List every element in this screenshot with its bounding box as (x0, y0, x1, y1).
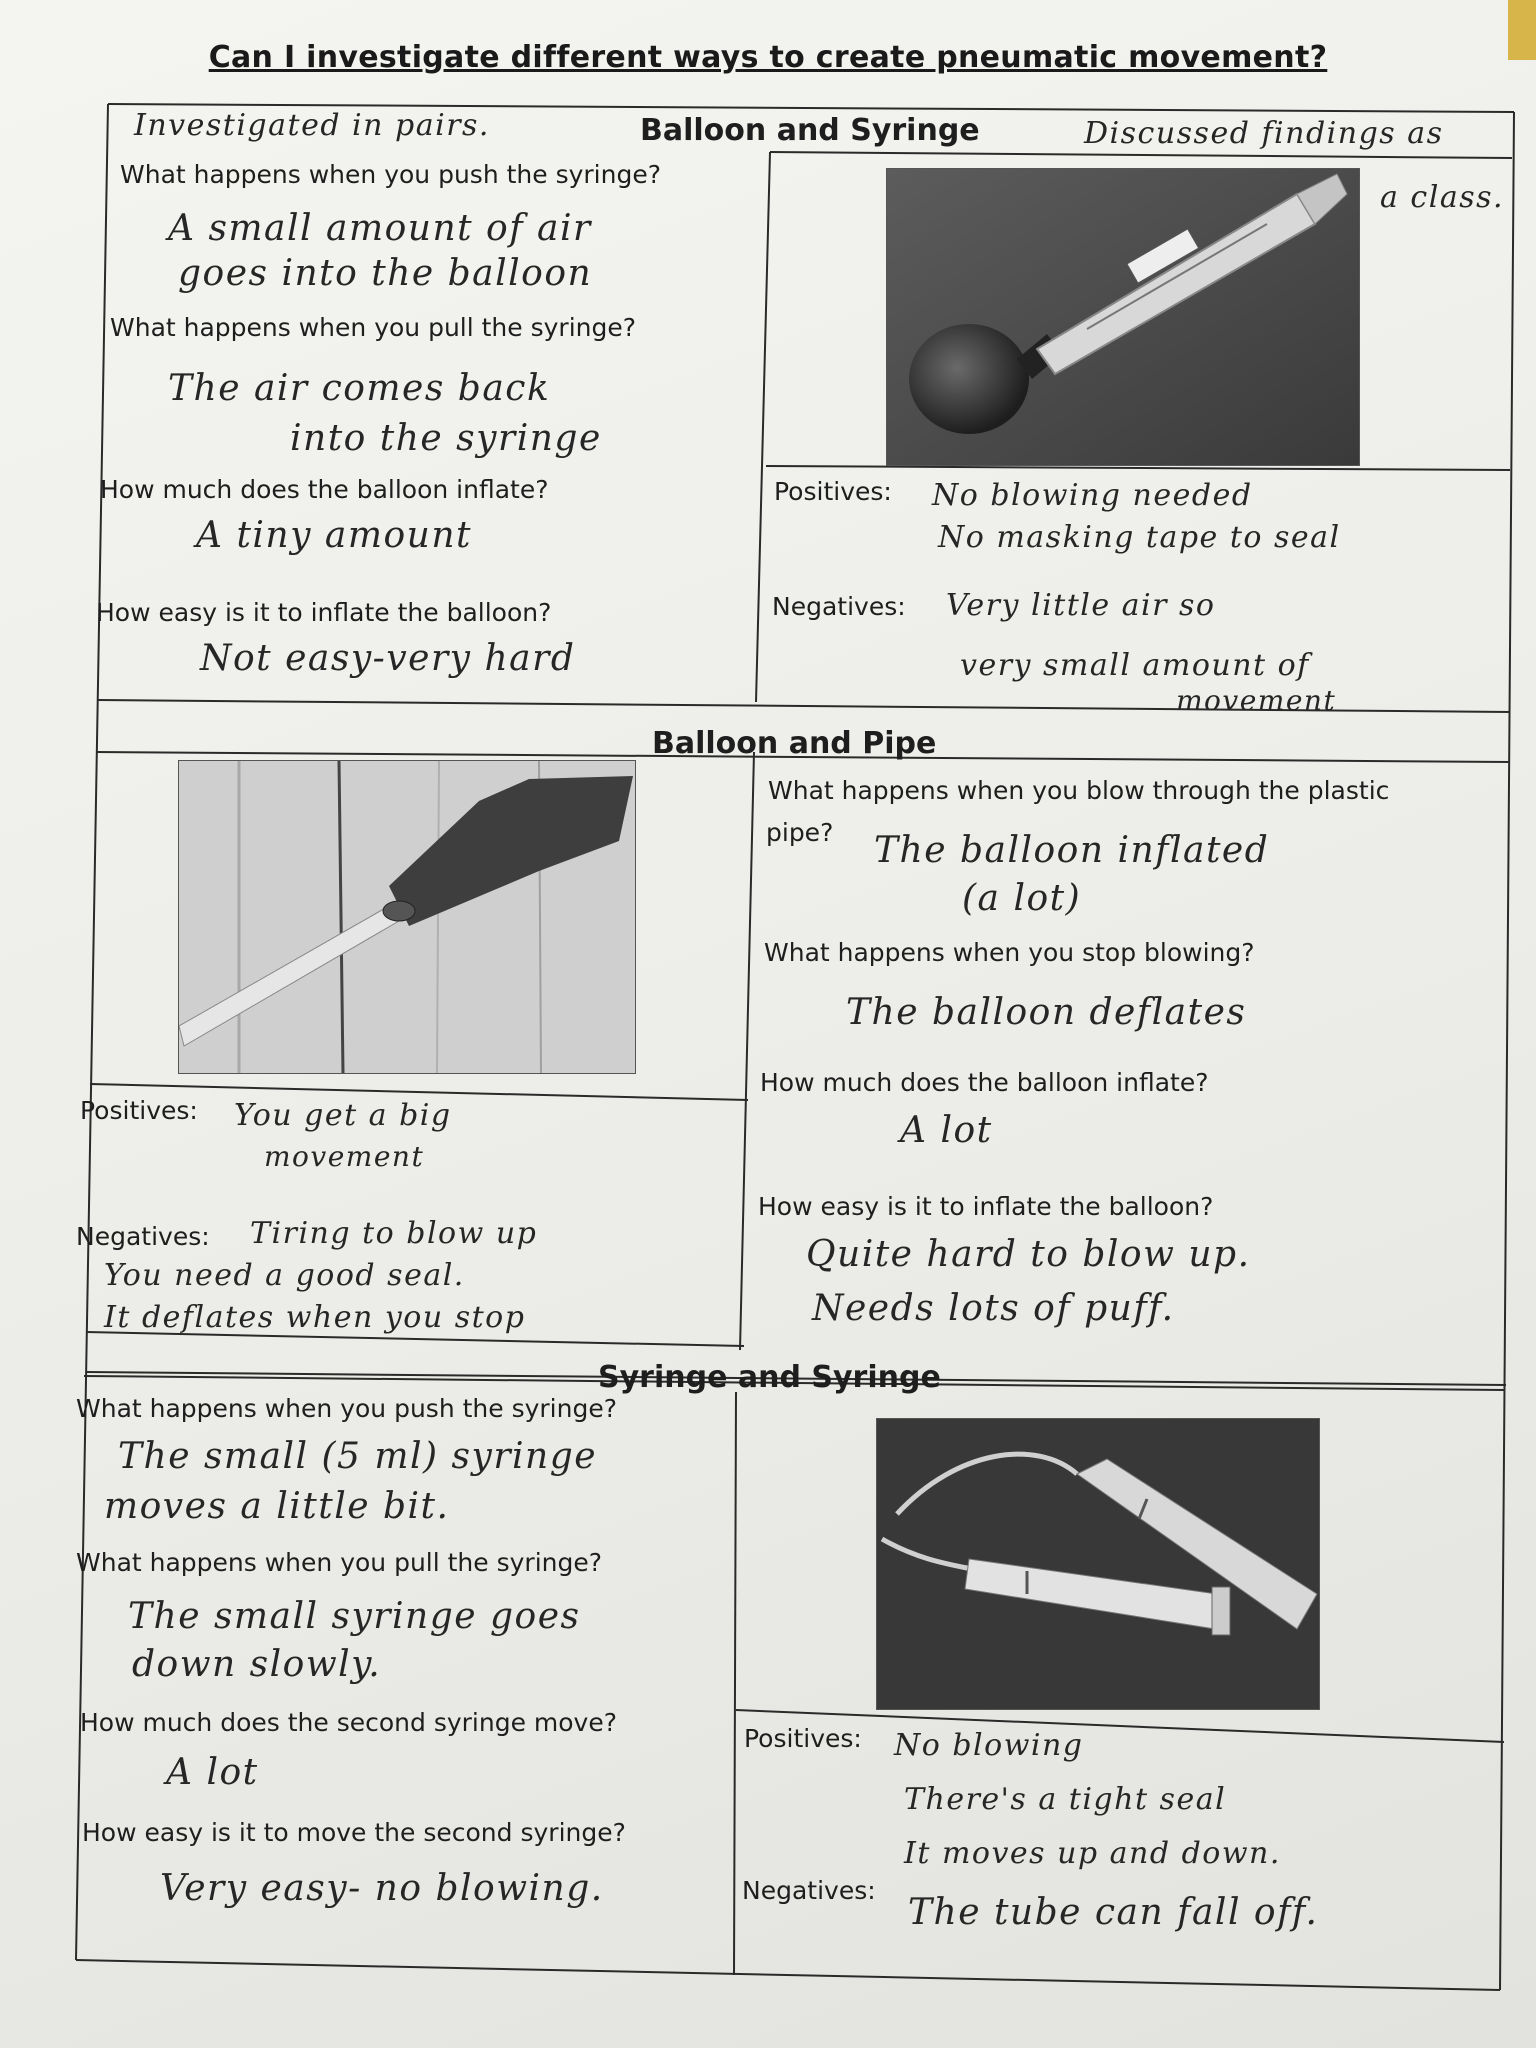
s1-question-inflate-amount: How much does the balloon inflate? (100, 475, 549, 504)
photo-balloon-and-pipe (178, 760, 636, 1074)
s2-question-blow-line1: What happens when you blow through the plastic (768, 776, 1390, 805)
s3-question-push: What happens when you push the syringe? (76, 1394, 617, 1423)
s1-negative-line1: Very little air so (946, 588, 1216, 623)
note-discussed-findings: Discussed findings as (1084, 116, 1444, 151)
s3-positive-line1: No blowing (894, 1728, 1084, 1763)
s2-answer-blow-line2: (a lot) (962, 878, 1082, 919)
s2-negative-line3: It deflates when you stop (104, 1300, 526, 1335)
s2-negatives-label: Negatives: (76, 1222, 210, 1251)
s2-positive-line1: You get a big (234, 1098, 452, 1133)
s2-answer-blow-line1: The balloon inflated (874, 830, 1270, 871)
s2-question-blow-line2: pipe? (766, 818, 834, 847)
photo-syringe-and-syringe (876, 1418, 1320, 1710)
s1-question-pull: What happens when you pull the syringe? (110, 313, 637, 342)
s2-question-inflate-ease: How easy is it to inflate the balloon? (758, 1192, 1214, 1221)
s3-answer-second-ease: Very easy- no blowing. (160, 1868, 604, 1909)
s3-negatives-label: Negatives: (742, 1876, 876, 1905)
s2-answer-stop: The balloon deflates (846, 992, 1247, 1033)
s1-answer-pull-line1: The air comes back (168, 368, 551, 409)
s1-negative-line3: movement (1176, 684, 1337, 717)
s3-answer-pull-line1: The small syringe goes (128, 1596, 581, 1637)
s3-positives-label: Positives: (744, 1724, 862, 1753)
section-heading-balloon-pipe: Balloon and Pipe (652, 726, 937, 761)
s2-answer-inflate-amount: A lot (900, 1110, 993, 1151)
s2-negative-line1: Tiring to blow up (250, 1216, 538, 1251)
note-investigated-in-pairs: Investigated in pairs. (134, 108, 490, 143)
s3-question-pull: What happens when you pull the syringe? (76, 1548, 603, 1577)
s3-positive-line3: It moves up and down. (904, 1836, 1281, 1871)
s3-answer-second-move: A lot (166, 1752, 259, 1793)
note-as-a-class: a class. (1380, 180, 1505, 215)
s3-question-second-move: How much does the second syringe move? (80, 1708, 617, 1737)
s3-answer-push-line2: moves a little bit. (104, 1486, 450, 1527)
s1-positive-line1: No blowing needed (932, 478, 1253, 513)
s1-positive-line2: No masking tape to seal (938, 520, 1341, 555)
s1-answer-inflate-ease: Not easy-very hard (200, 638, 576, 679)
s1-answer-pull-line2: into the syringe (290, 418, 602, 459)
s2-question-stop: What happens when you stop blowing? (764, 938, 1255, 967)
s1-negative-line2: very small amount of (960, 648, 1310, 683)
s1-question-push: What happens when you push the syringe? (120, 160, 661, 189)
s2-answer-inflate-ease-line1: Quite hard to blow up. (806, 1234, 1251, 1275)
s2-negative-line2: You need a good seal. (104, 1258, 465, 1293)
section-heading-syringe-syringe: Syringe and Syringe (598, 1360, 941, 1395)
s3-answer-push-line1: The small (5 ml) syringe (118, 1436, 598, 1477)
s3-answer-pull-line2: down slowly. (132, 1644, 382, 1685)
s2-positive-line2: movement (264, 1140, 425, 1173)
s1-question-inflate-ease: How easy is it to inflate the balloon? (96, 598, 552, 627)
s1-answer-inflate-amount: A tiny amount (196, 515, 472, 556)
s2-positives-label: Positives: (80, 1096, 198, 1125)
s1-answer-push-line2: goes into the balloon (178, 253, 593, 294)
s2-question-inflate-amount: How much does the balloon inflate? (760, 1068, 1209, 1097)
section-heading-balloon-syringe: Balloon and Syringe (640, 113, 980, 148)
s2-answer-inflate-ease-line2: Needs lots of puff. (812, 1288, 1175, 1329)
s1-negatives-label: Negatives: (772, 592, 906, 621)
s3-positive-line2: There's a tight seal (904, 1782, 1227, 1817)
s1-positives-label: Positives: (774, 477, 892, 506)
photo-balloon-and-syringe (886, 168, 1360, 466)
s1-answer-push-line1: A small amount of air (168, 208, 592, 249)
page-title: Can I investigate different ways to create pneumatic movement? (208, 40, 1328, 75)
s3-negative-line1: The tube can fall off. (908, 1892, 1319, 1933)
s3-question-second-ease: How easy is it to move the second syringe? (82, 1818, 626, 1847)
